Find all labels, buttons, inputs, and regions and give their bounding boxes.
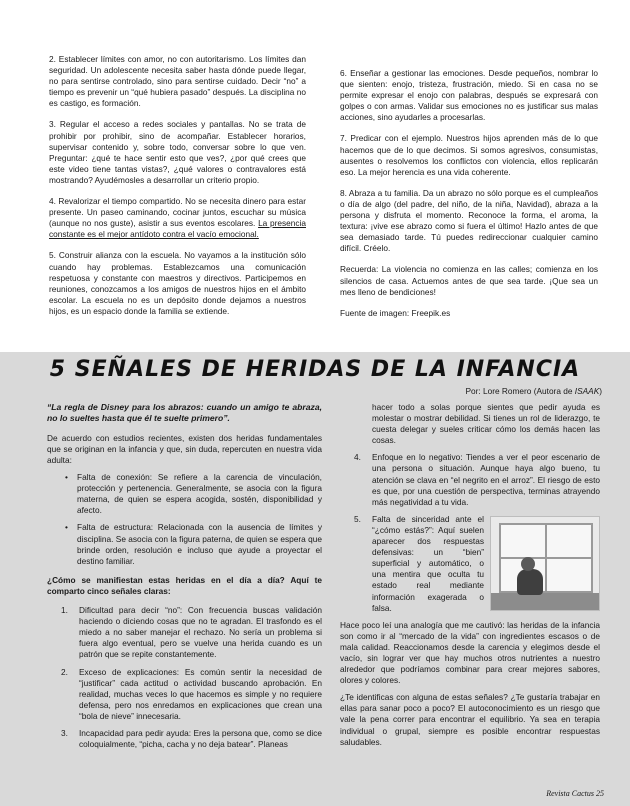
child-at-window-photo bbox=[490, 516, 600, 611]
item-text: Incapacidad para pedir ayuda: Eres la persona que, como se dice coloquialmente, “picha, cacha y no deja batear”. Planeas bbox=[79, 727, 322, 750]
intro-paragraph: De acuerdo con estudios recientes, existen dos heridas fundamentales que se originan en la infancia y que, sin duda, repercuten en nuestra vida adulta: bbox=[47, 432, 322, 465]
shared-time-underlined: La presencia constante es el mejor antídoto contra el vacío emocional. bbox=[49, 218, 306, 240]
paragraph-hug: 8. Abraza a tu familia. Da un abrazo no sólo porque es el cumpleaños o día de algo (del padre, del niño, de la niña, Navidad), abraza a la persona y disfruta el momento. Reconoce la forma, el aroma, la textura: ¡vive ese abrazo como si fuera el último! Hazlo antes de que sea demasiado tarde. Tú puedes redireccionar cualquier camino difícil. Créelo. bbox=[340, 187, 598, 254]
top-right-column bbox=[340, 68, 598, 329]
closing-paragraph: ¿Te identificas con alguna de estas señales? ¿Te gustaría trabajar en ellas para sanar poco a poco? El autoconocimiento es un riesgo que vale la pena correr para encontrar el equilibrio. Ya sea en terapia individual o grupal, siempre es posible encontrar respuestas saludables. bbox=[340, 692, 600, 747]
signals-list-right bbox=[354, 452, 600, 613]
paragraph-example: 7. Predicar con el ejemplo. Nuestros hijos aprenden más de lo que hacemos que de lo que decimos. Si somos agresivos, consumistas, ausentes o resolvemos los conflictos con violencia, ellos replicarán eso. La mejor herencia es una vida coherente. bbox=[340, 133, 598, 177]
child-head bbox=[521, 557, 535, 571]
item-text: Enfoque en lo negativo: Tiendes a ver el peor escenario de una persona o situación. Aunque haya algo bueno, tu atención se clava en “el negrito en el arroz”. El riesgo de esto es que, por una cuestión de perspectiva, terminas atrayendo más negatividad a tu vida. bbox=[372, 452, 600, 507]
list-item bbox=[61, 728, 322, 750]
paragraph-school: 5. Construir alianza con la escuela. No vayamos a la institución sólo cuando hay problemas. Establezcamos una comunicación respetuosa y constante con maestros y directivos. Participemos en reuniones, conozcamos a los amigos de nuestros hijos en el ámbito escolar. La escuela no es un depósito donde dejamos a nuestros hijos, es un espacio donde la familia se extiende. bbox=[49, 250, 306, 316]
list-item bbox=[61, 667, 322, 722]
list-item bbox=[61, 605, 322, 660]
section-title: 5 SEÑALES DE HERIDAS DE LA INFANCIA bbox=[49, 357, 581, 382]
question-heading: ¿Cómo se manifiestan estas heridas en el día a día? Aquí te comparto cinco señales claras: bbox=[47, 574, 322, 596]
item-text: Falta de sinceridad ante el “¿cómo estás?”: Aquí suelen aparecer dos respuestas defensivas: un “bien” superficial y automático, o una mentira que oculta tu estado real mediante información exagerada o falsa. bbox=[372, 513, 484, 613]
paragraph-limits: 2. Establecer límites con amor, no con autoritarismo. Los límites dan seguridad. Un adolescente necesita saber hasta dónde puede llegar, no para sentirse controlado, sino para sentirse cuidado. Decir “no” a tiempo es prevenir un “qué hubiera pasado” después. La disciplina no es castigo, es formación. bbox=[49, 54, 306, 109]
bottom-right-column bbox=[340, 402, 600, 754]
top-left-column bbox=[49, 54, 306, 327]
item-number: 4. bbox=[354, 452, 361, 463]
analogy-paragraph: Hace poco leí una analogía que me cautivó: las heridas de la infancia son como ir al “mercado de la vida” con ingredientes escasos o de mala calidad. Reaccionamos desde la carencia y elegimos desde el vacío, sin lograr ver que hay muchos otros nutrientes a nuestro alrededor que podríamos combinar para crear mejores sabores, olores y colores. bbox=[340, 619, 600, 686]
paragraph-remember: Recuerda: La violencia no comienza en las calles; comienza en los silencios de casa. Actuemos antes de que sea tarde. ¡Que sea un mes lleno de bendiciones! bbox=[340, 264, 598, 297]
item-number: 2. bbox=[61, 666, 68, 677]
shared-time-text: 4. Revalorizar el tiempo compartido. No se necesita dinero para estar presente. Un paseo caminando, cocinar juntos, escuchar su música (aunque no nos guste), asistir a sus eventos escolares. bbox=[49, 196, 306, 229]
paragraph-shared-time bbox=[49, 196, 306, 240]
image-source: Fuente de imagen: Freepik.es bbox=[340, 307, 451, 318]
page-footer: Revista Cactus 25 bbox=[546, 789, 604, 798]
bottom-left-column bbox=[47, 402, 322, 756]
window-sill bbox=[491, 593, 600, 611]
byline bbox=[465, 386, 602, 397]
byline-book: ISAAK bbox=[574, 386, 600, 396]
byline-prefix: Por: Lore Romero (Autora de bbox=[465, 386, 575, 396]
window-transom bbox=[499, 557, 593, 559]
disney-quote: “La regla de Disney para los abrazos: cuando un amigo te abraza, no lo sueltes hasta que él te suelte primero”. bbox=[47, 402, 322, 424]
list-item: • Falta de estructura: Relacionada con la ausencia de límites y disciplina. Se asocia con la figura paterna, de quien se espera que brinde orden, resolución e incluso que ayude a proyectar el destino familiar. bbox=[65, 522, 322, 566]
byline-suffix: ) bbox=[599, 386, 602, 396]
paragraph-emotions: 6. Enseñar a gestionar las emociones. Desde pequeños, nombrar lo que sienten: enojo, tristeza, frustración, miedo. Si en casa no se permite expresar el enojo con palabras, después se expresará con golpes o con armas. Validar sus emociones no es justificar sus malas acciones, sino ayudarles a procesarlas. bbox=[340, 68, 598, 123]
item-number: 5. bbox=[354, 513, 361, 524]
list-item bbox=[354, 514, 600, 614]
item-text: Exceso de explicaciones: Es común sentir la necesidad de “justificar” cada actitud o actividad buscando aprobación. En realidad, muchas veces lo que hacemos es simple y no requiere defensa, pero nos enredamos en explicaciones que crean una “bola de nieve” innecesaria. bbox=[79, 666, 322, 721]
signals-list-left bbox=[61, 605, 322, 750]
list-item bbox=[354, 452, 600, 507]
item-number: 3. bbox=[61, 727, 68, 738]
paragraph-screens: 3. Regular el acceso a redes sociales y pantallas. No se trata de prohibir por prohibir, sino de acompañar. Establecer horarios, supervisar contenido y, sobre todo, conversar sobre lo que ven. Preguntar: ¿qué te hace sentir esto que ves?, ¿por qué crees que este video tiene tantas vistas?, ¿qué valores o contravalores está mostrando? Ayudémosles a desarrollar un criterio propio. bbox=[49, 119, 306, 185]
item-text: Dificultad para decir “no”: Con frecuencia buscas validación haciendo o diciendo cosas que no te agradan. El trasfondo es el miedo a no saber manejar el rechazo. No sería un problema si fuera algo eventual, pero se vuelve una herida cuando es un patrón que se repite constantemente. bbox=[79, 605, 322, 660]
item-number: 1. bbox=[61, 605, 68, 616]
child-figure bbox=[517, 569, 543, 595]
item-3-continuation: hacer todo a solas porque sientes que pedir ayuda es molestar o mostrar debilidad. Si tienes un rol de liderazgo, te cuesta delegar y sueles criticar cómo los demás hacen las cosas. bbox=[372, 402, 600, 446]
wounds-list bbox=[65, 472, 322, 567]
list-item: • Falta de conexión: Se refiere a la carencia de vinculación, protección y pertenencia. Generalmente, se asocia con la figura materna, de quien se espera acogida, sostén, disponibilidad y afecto. bbox=[65, 472, 322, 516]
